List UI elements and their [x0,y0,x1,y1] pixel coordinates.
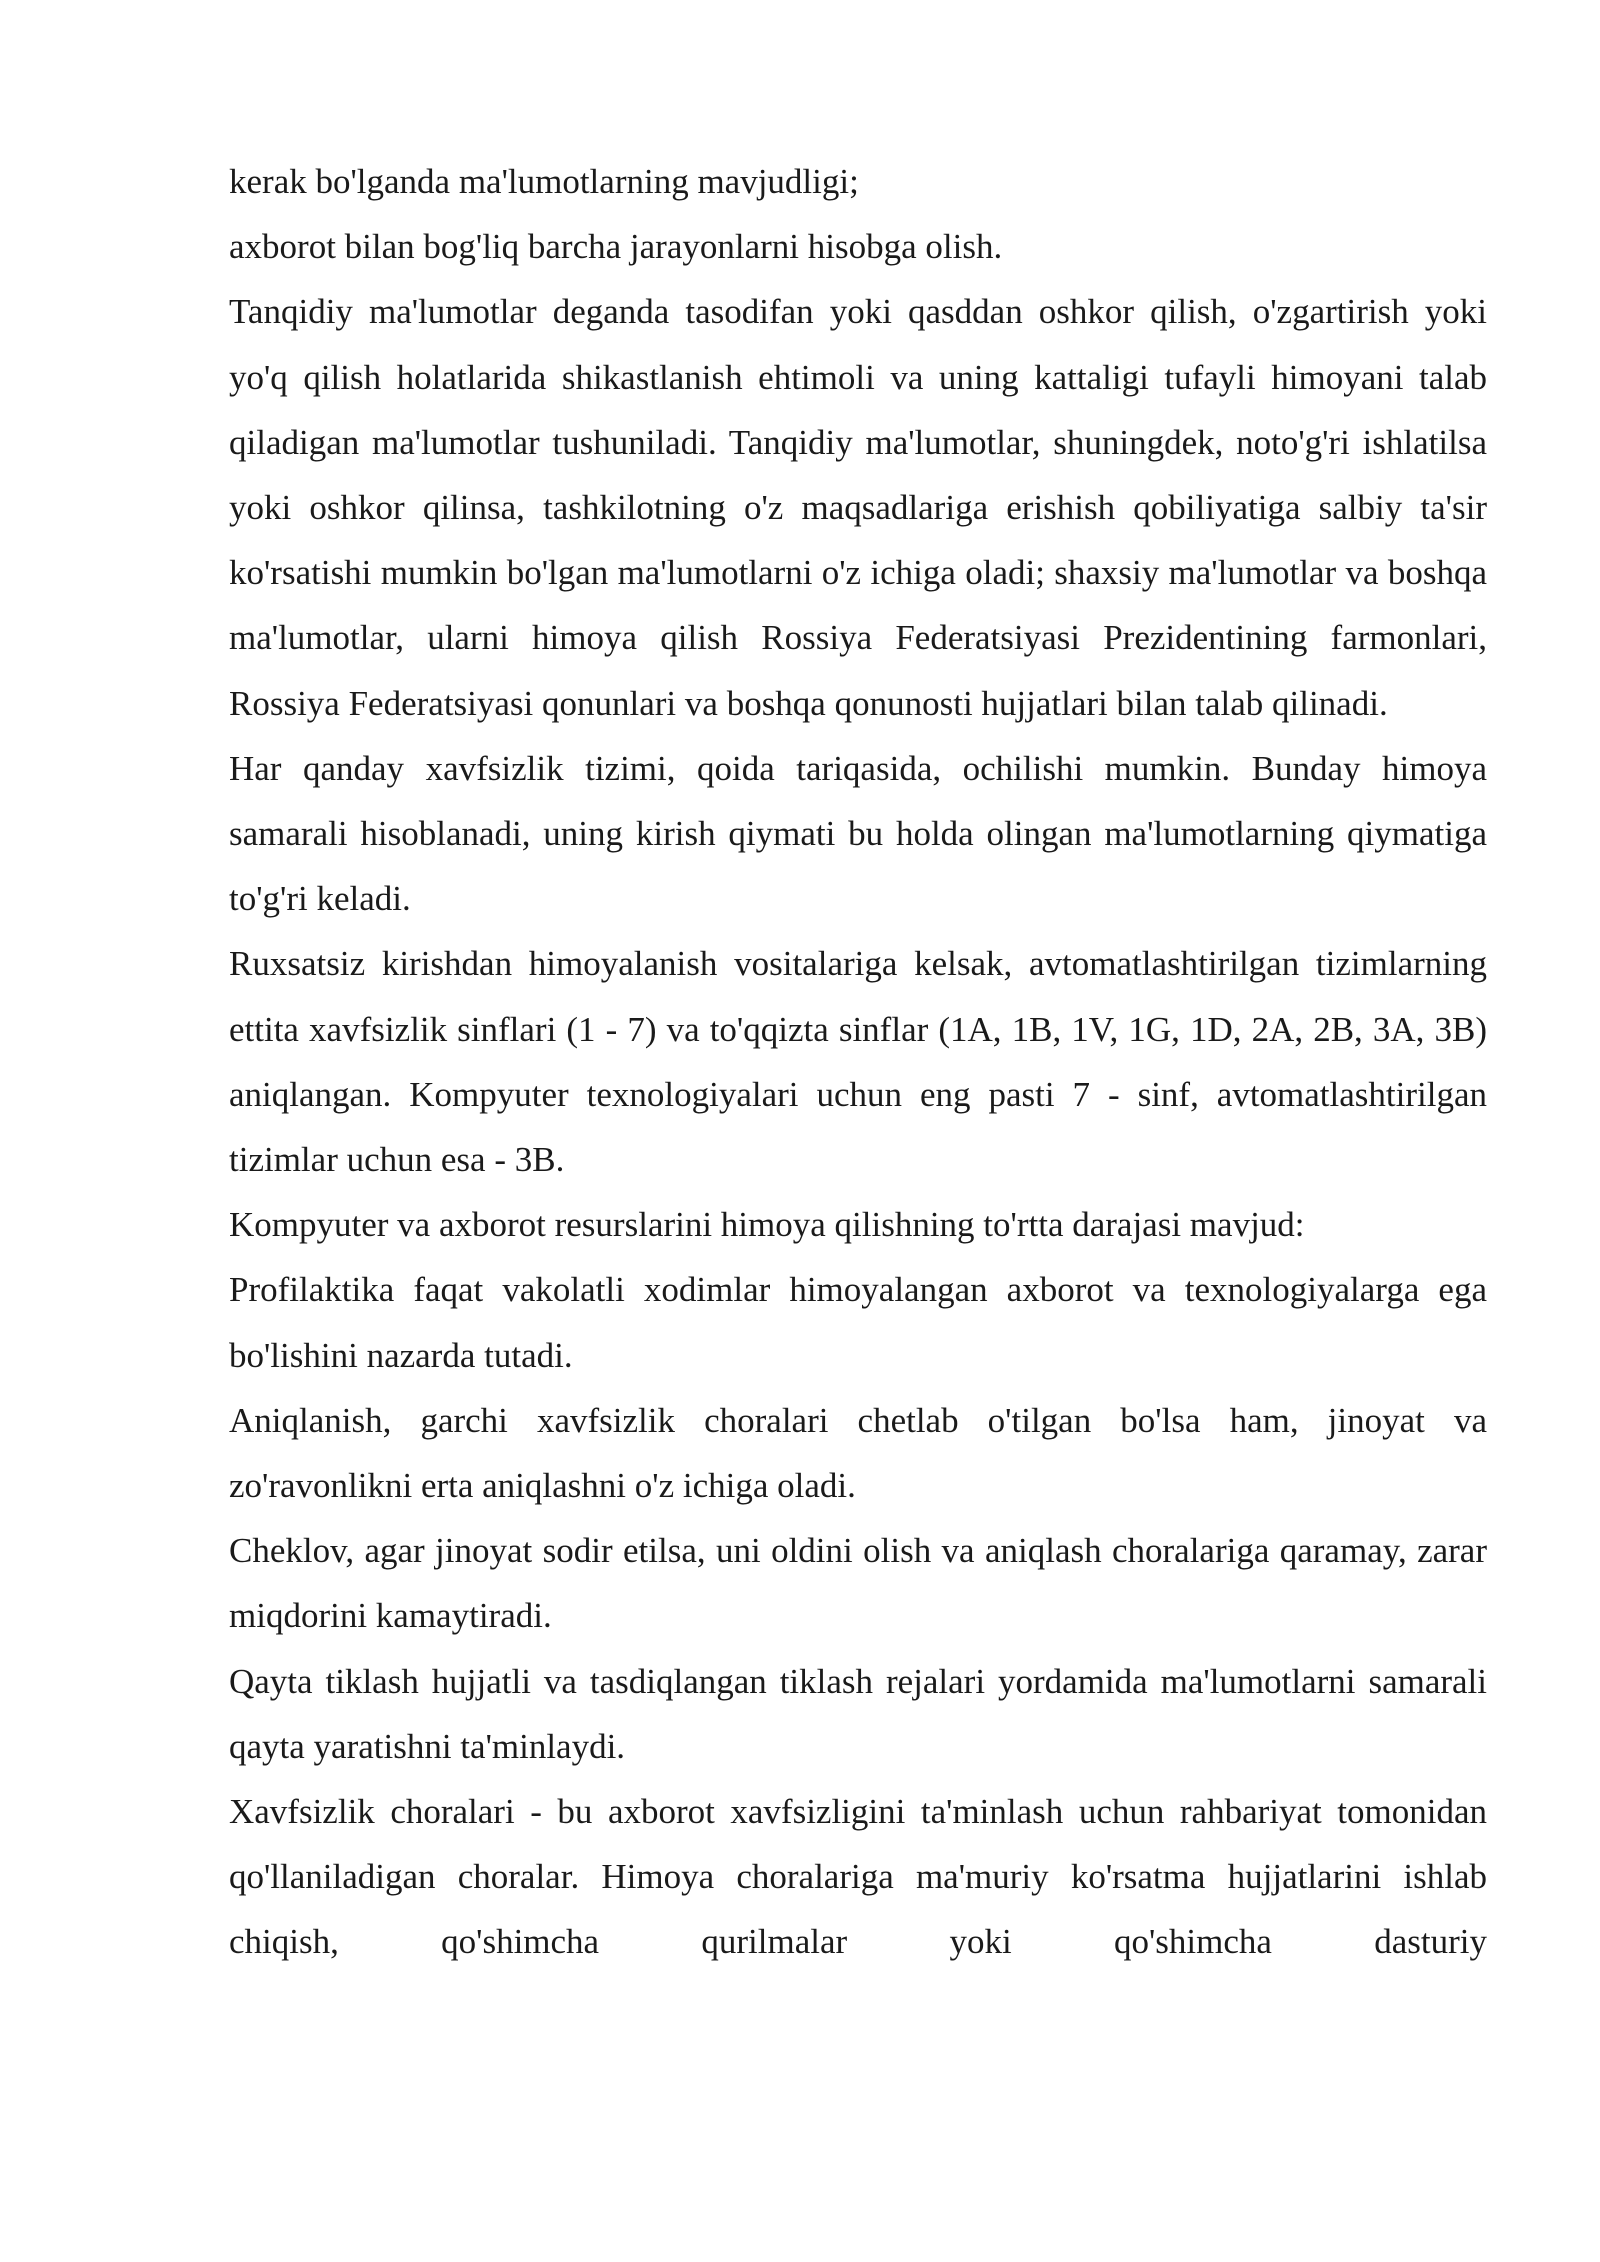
paragraph-detection: Aniqlanish, garchi xavfsizlik choralari chetlab o'tilgan bo'lsa ham, jinoyat va zo'ravonlikni erta aniqlashni o'z ichiga oladi. [229,1400,1487,1506]
paragraph-critical-data: Tanqidiy ma'lumotlar deganda tasodifan yoki qasddan oshkor qilish, o'zgartirish yoki yo'q qilish holatlarida shikastlanish ehtimoli va uning kattaligi tufayli himoyani talab qiladigan ma'lumotlar tushuniladi. Tanqidiy ma'lumotlar, shuningdek, noto'g'ri ishlatilsa yoki oshkor qilinsa, tashkilotning o'z maqsadlariga erishish qobiliyatiga salbiy ta'sir ko'rsatishi mumkin bo'lgan ma'lumotlarni o'z ichiga oladi; shaxsiy ma'lumotlar va boshqa ma'lumotlar, ularni himoya qilish Rossiya Federatsiyasi Prezidentining farmonlari, Rossiya Federatsiyasi qonunlari va boshqa qonunosti hujjatlari bilan talab qilinadi. [229,292,1487,723]
paragraph-accounting: axborot bilan bog'liq barcha jarayonlarni hisobga olish. [229,227,1003,267]
paragraph-prevention: Profilaktika faqat vakolatli xodimlar himoyalangan axborot va texnologiyalarga ega bo'lishini nazarda tutadi. [229,1270,1487,1375]
paragraph-protection-levels: Kompyuter va axborot resurslarini himoya qilishning to'rtta darajasi mavjud: [229,1205,1305,1245]
paragraph-protection-classes: Ruxsatsiz kirishdan himoyalanish vositalariga kelsak, avtomatlashtirilgan tizimlarning ettita xavfsizlik sinflari (1 - 7) va to'qqizta sinflar (1A, 1B, 1V, 1G, 1D, 2A, 2B, 3A, 3B) aniqlangan. Kompyuter texnologiyalari uchun eng pasti 7 - sinf, avtomatlashtirilgan tizimlar uchun esa - 3B. [229,944,1487,1180]
paragraph-security-measures: Xavfsizlik choralari - bu axborot xavfsizligini ta'minlash uchun rahbariyat tomonidan qo'llaniladigan choralar. Himoya choralariga ma'muriy ko'rsatma hujjatlarini ishlab chiqish, qo'shimcha qurilmalar yoki qo'shimcha dasturiy [229,1792,1487,1962]
paragraph-limitation: Cheklov, agar jinoyat sodir etilsa, uni oldini olish va aniqlash choralariga qaramay, zarar miqdorini kamaytiradi. [229,1531,1487,1636]
paragraph-availability: kerak bo'lganda ma'lumotlarning mavjudligi; [229,162,859,201]
paragraph-security-system: Har qanday xavfsizlik tizimi, qoida tariqasida, ochilishi mumkin. Bunday himoya samarali hisoblanadi, uning kirish qiymati bu holda olingan ma'lumotlarning qiymatiga to'g'ri keladi. [229,748,1487,919]
document-page [229,149,1487,1975]
paragraph-recovery: Qayta tiklash hujjatli va tasdiqlangan tiklash rejalari yordamida ma'lumotlarni samarali qayta yaratishni ta'minlaydi. [229,1661,1487,1766]
